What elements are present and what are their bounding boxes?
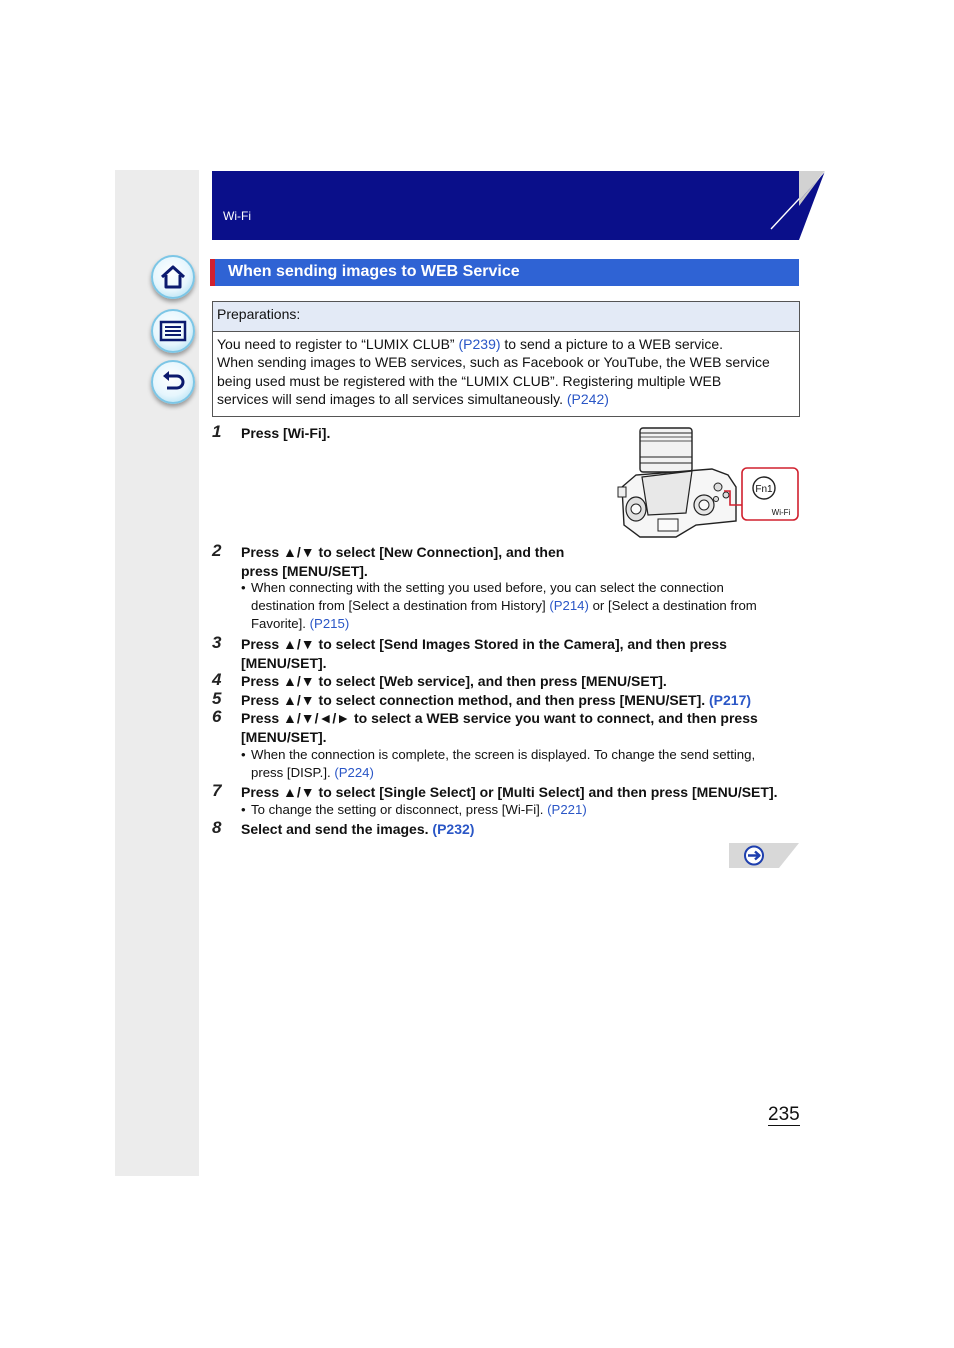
step-line bbox=[241, 820, 800, 839]
step-line: Press ▲/▼/◄/► to select a WEB service you want to connect, and then press bbox=[241, 710, 758, 726]
note-text: or [Select a destination from bbox=[588, 598, 757, 614]
prep-text: When sending images to WEB services, such as Facebook or YouTube, the WEB service bbox=[217, 354, 770, 371]
step-text bbox=[241, 783, 800, 802]
header-label: Wi-Fi bbox=[223, 209, 251, 223]
next-arrow-icon bbox=[745, 847, 763, 865]
step-6-note bbox=[241, 746, 791, 782]
note-text: Favorite]. bbox=[251, 616, 310, 632]
prep-line bbox=[217, 390, 795, 408]
page-link-p224[interactable]: (P224) bbox=[334, 765, 374, 781]
page-link-p242[interactable]: (P242) bbox=[566, 391, 609, 408]
step-number: 2 bbox=[212, 541, 222, 560]
step-text bbox=[241, 691, 800, 710]
step-number: 6 bbox=[212, 707, 222, 726]
header-corner-decoration bbox=[770, 171, 825, 240]
step-line: [MENU/SET]. bbox=[241, 728, 327, 745]
step-text bbox=[241, 820, 800, 839]
step-number: 1 bbox=[212, 422, 222, 441]
step-text bbox=[241, 672, 800, 691]
step-7-note bbox=[241, 801, 791, 819]
note-text: When the connection is complete, the screen is displayed. To change the send setting, bbox=[251, 747, 756, 762]
prep-text: services will send images to all services simultaneously. bbox=[217, 391, 567, 408]
step-line bbox=[241, 691, 800, 710]
step-line: Press ▲/▼ to select [Web service], and then press [MENU/SET]. bbox=[241, 673, 667, 689]
prep-text: You need to register to “LUMIX CLUB” bbox=[217, 336, 459, 352]
home-button[interactable] bbox=[151, 255, 195, 299]
prep-line bbox=[217, 335, 795, 353]
bullet: • bbox=[241, 580, 246, 595]
preparations-body bbox=[213, 332, 799, 409]
step-number: 7 bbox=[212, 781, 222, 800]
step-number: 3 bbox=[212, 633, 222, 652]
step-number: 5 bbox=[212, 689, 222, 708]
page-link-p214[interactable]: (P214) bbox=[549, 598, 589, 614]
preparations-box bbox=[212, 301, 800, 417]
page-link-p217[interactable]: (P217) bbox=[709, 692, 752, 708]
note-text: destination from [Select a destination from History] bbox=[251, 598, 550, 614]
prep-text: being used must be registered with the “LUMIX CLUB”. Registering multiple WEB bbox=[217, 372, 722, 389]
note-text: When connecting with the setting you used before, you can select the connection bbox=[251, 580, 724, 595]
preparations-heading: Preparations: bbox=[213, 302, 799, 332]
list-icon bbox=[159, 317, 187, 345]
step-line-text: Select and send the images. bbox=[241, 821, 433, 837]
back-arrow-icon bbox=[159, 368, 187, 396]
step-text bbox=[241, 543, 800, 580]
step-number: 4 bbox=[212, 670, 222, 689]
section-heading-bar bbox=[210, 259, 799, 286]
prep-text: to send a picture to a WEB service. bbox=[500, 336, 724, 352]
menu-button[interactable] bbox=[151, 309, 195, 353]
step-line: Press [Wi-Fi]. bbox=[241, 425, 331, 441]
home-icon bbox=[159, 263, 187, 291]
fn1-label: Fn1 bbox=[755, 484, 773, 495]
step-2-note bbox=[241, 579, 791, 634]
step-line: Press ▲/▼ to select [Send Images Stored in the Camera], and then press bbox=[241, 636, 727, 652]
page-link-p221[interactable]: (P221) bbox=[547, 802, 587, 817]
next-page-button[interactable] bbox=[729, 843, 799, 868]
page-link-p215[interactable]: (P215) bbox=[309, 616, 350, 632]
step-text bbox=[241, 635, 800, 672]
camera-top-view-illustration bbox=[616, 425, 800, 543]
page-link-p239[interactable]: (P239) bbox=[458, 336, 501, 352]
prep-line bbox=[217, 353, 795, 371]
step-line: Press ▲/▼ to select [New Connection], and then bbox=[241, 544, 565, 560]
note-text: press [DISP.]. bbox=[251, 765, 335, 781]
page-link-p232[interactable]: (P232) bbox=[432, 821, 475, 837]
prep-line bbox=[217, 372, 795, 390]
back-button[interactable] bbox=[151, 360, 195, 404]
bullet: • bbox=[241, 747, 246, 762]
bullet: • bbox=[241, 802, 246, 817]
header-band bbox=[212, 171, 799, 240]
page-number: 235 bbox=[768, 1104, 800, 1125]
step-line: [MENU/SET]. bbox=[241, 654, 327, 671]
step-line-text: Press ▲/▼ to select connection method, and then press [MENU/SET]. bbox=[241, 692, 710, 708]
step-number: 8 bbox=[212, 818, 222, 837]
wifi-caption: Wi-Fi bbox=[771, 508, 791, 517]
step-line: Press ▲/▼ to select [Single Select] or [Multi Select] and then press [MENU/SET]. bbox=[241, 784, 778, 800]
step-line: press [MENU/SET]. bbox=[241, 562, 368, 579]
note-text: To change the setting or disconnect, press [Wi-Fi]. bbox=[251, 802, 548, 817]
step-text bbox=[241, 709, 800, 746]
section-title: When sending images to WEB Service bbox=[228, 263, 520, 280]
